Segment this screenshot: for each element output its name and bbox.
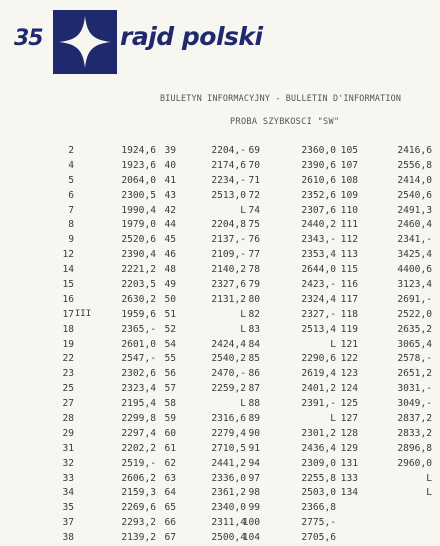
result-row: [232, 456, 336, 471]
car-number: 9: [68, 234, 74, 246]
result-row: [232, 292, 336, 307]
stage-time: 2540,6: [397, 189, 432, 201]
result-row: [330, 322, 432, 337]
car-number: 90: [248, 427, 260, 439]
stage-time: 2327,6: [211, 278, 246, 290]
stage-time: 2423,-: [301, 278, 336, 290]
stage-time: 2340,0: [211, 502, 246, 514]
stage-time: 2578,-: [397, 353, 432, 365]
stage-time: 2837,2: [397, 412, 432, 424]
result-row: [330, 411, 432, 426]
stage-time: 2202,2: [121, 442, 156, 454]
car-number: 75: [248, 219, 260, 231]
stage-time: 2491,3: [397, 204, 432, 216]
stage-time: 2203,5: [121, 278, 156, 290]
car-number: 14: [62, 264, 74, 276]
stage-time: 2705,6: [301, 532, 336, 544]
result-row: [232, 426, 336, 441]
car-number: 88: [248, 398, 260, 410]
car-number: 52: [164, 323, 176, 335]
result-row: [52, 381, 156, 396]
result-row: [52, 530, 156, 545]
car-number: 104: [242, 532, 260, 544]
logo-title: rajd polski: [120, 22, 263, 51]
car-number: 107: [340, 159, 358, 171]
result-row: [232, 381, 336, 396]
result-row: [232, 277, 336, 292]
stage-time: 2327,-: [301, 308, 336, 320]
stage-time: 2307,6: [301, 204, 336, 216]
result-row: [52, 203, 156, 218]
car-number: 38: [62, 532, 74, 544]
stage-time: 2513,0: [211, 189, 246, 201]
stage-time: L: [240, 323, 246, 335]
car-number: 128: [340, 427, 358, 439]
result-row: [232, 262, 336, 277]
stage-time: 2390,6: [301, 159, 336, 171]
stage-time: 2441,2: [211, 457, 246, 469]
stage-time: 2300,5: [121, 189, 156, 201]
stage-time: 2336,0: [211, 472, 246, 484]
stage-time: 1979,0: [121, 219, 156, 231]
car-number: 27: [62, 398, 74, 410]
car-number: 8: [68, 219, 74, 231]
stage-title: PROBA SZYBKOSCI "SW": [230, 117, 340, 127]
stage-time: 1923,6: [121, 159, 156, 171]
car-number: 17: [62, 308, 74, 320]
result-row: [330, 247, 432, 262]
car-number: 108: [340, 174, 358, 186]
car-number: 37: [62, 517, 74, 529]
result-row: [232, 173, 336, 188]
result-row: [52, 188, 156, 203]
car-number: 97: [248, 472, 260, 484]
logo-number: 35: [14, 26, 43, 51]
stage-time: 2540,2: [211, 353, 246, 365]
result-row: [232, 441, 336, 456]
car-number: 60: [164, 427, 176, 439]
stage-time: 2503,0: [301, 487, 336, 499]
stage-time: 2366,8: [301, 502, 336, 514]
car-number: 94: [248, 457, 260, 469]
result-row: [232, 307, 336, 322]
stage-time: 2460,4: [397, 219, 432, 231]
result-row: [232, 411, 336, 426]
car-number: 112: [340, 234, 358, 246]
stage-time: 2297,4: [121, 427, 156, 439]
car-number: 45: [164, 234, 176, 246]
car-number: 105: [340, 144, 358, 156]
results-column-1: [52, 143, 156, 545]
car-number: 118: [340, 308, 358, 320]
result-row: [232, 485, 336, 500]
car-number: 16: [62, 293, 74, 305]
car-number: 89: [248, 412, 260, 424]
result-row: [232, 396, 336, 411]
result-row: [330, 158, 432, 173]
stage-time: 2513,4: [301, 323, 336, 335]
result-row: [330, 381, 432, 396]
result-row: [330, 471, 432, 486]
stage-time: L: [240, 398, 246, 410]
stage-time: 4400,6: [397, 264, 432, 276]
car-number: 65: [164, 502, 176, 514]
result-row: [232, 247, 336, 262]
car-number: 129: [340, 442, 358, 454]
car-number: 122: [340, 353, 358, 365]
car-number: 70: [248, 159, 260, 171]
result-row: [330, 337, 432, 352]
bulletin-heading: BIULETYN INFORMACYJNY - BULLETIN D'INFORMATION: [160, 93, 402, 103]
car-number: 110: [340, 204, 358, 216]
car-number: 43: [164, 189, 176, 201]
result-row: [52, 426, 156, 441]
stage-time: 2299,8: [121, 412, 156, 424]
car-number: 23: [62, 368, 74, 380]
car-number: 58: [164, 398, 176, 410]
rally-logo: [0, 0, 440, 90]
car-number: 72: [248, 189, 260, 201]
stage-time: 2710,5: [211, 442, 246, 454]
stage-time: 2522,0: [397, 308, 432, 320]
stage-time: L: [330, 412, 336, 424]
stage-time: 2323,4: [121, 383, 156, 395]
result-row: [52, 411, 156, 426]
result-row: [330, 307, 432, 322]
car-number: 84: [248, 338, 260, 350]
car-number: 6: [68, 189, 74, 201]
car-number: 82: [248, 308, 260, 320]
stage-time: 2139,2: [121, 532, 156, 544]
car-number: 134: [340, 487, 358, 499]
stage-time: L: [240, 308, 246, 320]
stage-time: 2341,-: [397, 234, 432, 246]
stage-time: 2195,4: [121, 398, 156, 410]
car-number: 100: [242, 517, 260, 529]
result-row: [52, 441, 156, 456]
car-number: 18: [62, 323, 74, 335]
stage-time: 2365,-: [121, 323, 156, 335]
car-number: 34: [62, 487, 74, 499]
stage-time: 2416,6: [397, 144, 432, 156]
stage-time: 2361,2: [211, 487, 246, 499]
car-number: 133: [340, 472, 358, 484]
car-number: 83: [248, 323, 260, 335]
result-row: [232, 515, 336, 530]
stage-time: 2174,6: [211, 159, 246, 171]
car-number: 15: [62, 278, 74, 290]
results-column-3: [232, 143, 336, 545]
car-number: 44: [164, 219, 176, 231]
stage-time: 3065,4: [397, 338, 432, 350]
stage-time: 1959,6: [121, 308, 156, 320]
car-number: 56: [164, 368, 176, 380]
stage-time: 1924,6: [121, 144, 156, 156]
stage-time: 2131,2: [211, 293, 246, 305]
result-row: [330, 456, 432, 471]
car-number: 80: [248, 293, 260, 305]
stage-time: 2259,2: [211, 383, 246, 395]
result-row: [330, 351, 432, 366]
car-number: 49: [164, 278, 176, 290]
result-row: [330, 232, 432, 247]
stage-time: 1990,4: [121, 204, 156, 216]
car-number: 121: [340, 338, 358, 350]
stage-time: 2414,0: [397, 174, 432, 186]
stage-time: 2269,6: [121, 502, 156, 514]
car-number: 2: [68, 144, 74, 156]
results-column-4: [330, 143, 432, 500]
stage-time: 2311,4: [211, 517, 246, 529]
stage-time: 2390,4: [121, 249, 156, 261]
car-number: 64: [164, 487, 176, 499]
result-row: [232, 203, 336, 218]
result-row: [232, 351, 336, 366]
car-number: 19: [62, 338, 74, 350]
result-row: [52, 143, 156, 158]
car-number: 62: [164, 457, 176, 469]
result-row: [52, 217, 156, 232]
result-row: [232, 188, 336, 203]
car-number: 31: [62, 442, 74, 454]
result-row: [52, 485, 156, 500]
stage-time: 2293,2: [121, 517, 156, 529]
car-number: 124: [340, 383, 358, 395]
car-number: 28: [62, 412, 74, 424]
stage-time: 2691,-: [397, 293, 432, 305]
car-number: 57: [164, 383, 176, 395]
result-row: [232, 500, 336, 515]
stage-time: 3049,-: [397, 398, 432, 410]
stage-time: 2290,6: [301, 353, 336, 365]
car-number: 59: [164, 412, 176, 424]
stage-time: 2547,-: [121, 353, 156, 365]
stage-time: 2221,2: [121, 264, 156, 276]
stage-time: 2606,2: [121, 472, 156, 484]
result-row: [52, 471, 156, 486]
car-number: 48: [164, 264, 176, 276]
car-number: 123: [340, 368, 358, 380]
stage-time: 2833,2: [397, 427, 432, 439]
result-row: [330, 203, 432, 218]
result-row: [330, 396, 432, 411]
result-row: [330, 217, 432, 232]
car-number: 32: [62, 457, 74, 469]
result-row: [52, 366, 156, 381]
stage-time: 2651,2: [397, 368, 432, 380]
car-number: 127: [340, 412, 358, 424]
stage-time: L: [330, 338, 336, 350]
stage-time: 2064,0: [121, 174, 156, 186]
result-row: [232, 471, 336, 486]
car-number: 117: [340, 293, 358, 305]
stage-time: 2500,4: [211, 532, 246, 544]
stage-time: 2556,8: [397, 159, 432, 171]
result-row: [330, 426, 432, 441]
stage-time: 2896,8: [397, 442, 432, 454]
stage-time: 2316,6: [211, 412, 246, 424]
car-number: 113: [340, 249, 358, 261]
result-row: [330, 366, 432, 381]
result-row: [232, 366, 336, 381]
car-number: 85: [248, 353, 260, 365]
car-number: 109: [340, 189, 358, 201]
stage-time: 2302,6: [121, 368, 156, 380]
result-row: [52, 456, 156, 471]
result-row: [52, 337, 156, 352]
stage-time: 2309,0: [301, 457, 336, 469]
stage-time: 2635,2: [397, 323, 432, 335]
stage-time: 2234,-: [211, 174, 246, 186]
stage-time: 2137,-: [211, 234, 246, 246]
result-row: [232, 337, 336, 352]
stage-time: 2619,4: [301, 368, 336, 380]
car-number: 5: [68, 174, 74, 186]
stage-time: 2960,0: [397, 457, 432, 469]
result-row: [52, 158, 156, 173]
stage-time: 2204,8: [211, 219, 246, 231]
car-number: 51: [164, 308, 176, 320]
result-row: [52, 515, 156, 530]
stage-time: L: [426, 487, 432, 499]
result-row: [330, 277, 432, 292]
car-number: 4: [68, 159, 74, 171]
car-number: 78: [248, 264, 260, 276]
car-number: 50: [164, 293, 176, 305]
car-number: 76: [248, 234, 260, 246]
stage-time: 2440,2: [301, 219, 336, 231]
stage-time: 2353,4: [301, 249, 336, 261]
result-row: [52, 277, 156, 292]
stage-time: 2610,6: [301, 174, 336, 186]
result-row: [232, 217, 336, 232]
car-number: 131: [340, 457, 358, 469]
result-row: [52, 247, 156, 262]
result-row: [52, 500, 156, 515]
car-number: 35: [62, 502, 74, 514]
car-number: 46: [164, 249, 176, 261]
stage-time: 2630,2: [121, 293, 156, 305]
stage-time: 2470,-: [211, 368, 246, 380]
stage-time: 3425,4: [397, 249, 432, 261]
stage-time: 2401,2: [301, 383, 336, 395]
stage-time: 2391,-: [301, 398, 336, 410]
stage-time: 2279,4: [211, 427, 246, 439]
car-number: 86: [248, 368, 260, 380]
class-mark: III: [74, 309, 92, 320]
car-number: 69: [248, 144, 260, 156]
car-number: 79: [248, 278, 260, 290]
result-row: [52, 396, 156, 411]
car-number: 115: [340, 264, 358, 276]
stage-time: 2301,2: [301, 427, 336, 439]
car-number: 41: [164, 174, 176, 186]
car-number: 55: [164, 353, 176, 365]
result-row: [330, 188, 432, 203]
car-number: 98: [248, 487, 260, 499]
car-number: 22: [62, 353, 74, 365]
car-number: 42: [164, 204, 176, 216]
stage-time: 2775,-: [301, 517, 336, 529]
result-row: [232, 143, 336, 158]
stage-time: 2424,4: [211, 338, 246, 350]
car-number: 33: [62, 472, 74, 484]
result-row: [232, 530, 336, 545]
stage-time: 2520,6: [121, 234, 156, 246]
car-number: 71: [248, 174, 260, 186]
car-number: 74: [248, 204, 260, 216]
stage-time: 3123,4: [397, 278, 432, 290]
stage-time: L: [426, 472, 432, 484]
car-number: 119: [340, 323, 358, 335]
car-number: 87: [248, 383, 260, 395]
stage-time: 2159,3: [121, 487, 156, 499]
car-number: 66: [164, 517, 176, 529]
stage-time: 3031,-: [397, 383, 432, 395]
stage-time: 2436,4: [301, 442, 336, 454]
car-number: 67: [164, 532, 176, 544]
result-row: [232, 232, 336, 247]
car-number: 63: [164, 472, 176, 484]
result-row: [330, 262, 432, 277]
car-number: 54: [164, 338, 176, 350]
stage-time: L: [240, 204, 246, 216]
car-number: 40: [164, 159, 176, 171]
star-emblem-icon: [53, 10, 117, 74]
car-number: 99: [248, 502, 260, 514]
stage-time: 2109,-: [211, 249, 246, 261]
car-number: 91: [248, 442, 260, 454]
result-row: [330, 143, 432, 158]
stage-time: 2343,-: [301, 234, 336, 246]
stage-time: 2255,8: [301, 472, 336, 484]
result-row: [52, 232, 156, 247]
stage-time: 2204,-: [211, 144, 246, 156]
stage-time: 2140,2: [211, 264, 246, 276]
car-number: 111: [340, 219, 358, 231]
result-row: [52, 173, 156, 188]
result-row: [232, 322, 336, 337]
car-number: 125: [340, 398, 358, 410]
result-row: [52, 292, 156, 307]
car-number: 39: [164, 144, 176, 156]
result-row: [52, 262, 156, 277]
stage-time: 2352,6: [301, 189, 336, 201]
result-row: [232, 158, 336, 173]
car-number: 7: [68, 204, 74, 216]
result-row: [52, 351, 156, 366]
car-number: 12: [62, 249, 74, 261]
car-number: 116: [340, 278, 358, 290]
result-row: [52, 307, 156, 322]
car-number: 61: [164, 442, 176, 454]
stage-time: 2644,0: [301, 264, 336, 276]
result-row: [330, 485, 432, 500]
car-number: 25: [62, 383, 74, 395]
stage-time: 2324,4: [301, 293, 336, 305]
result-row: [330, 173, 432, 188]
car-number: 29: [62, 427, 74, 439]
result-row: [52, 322, 156, 337]
result-row: [330, 441, 432, 456]
stage-time: 2360,0: [301, 144, 336, 156]
stage-time: 2601,0: [121, 338, 156, 350]
result-row: [330, 292, 432, 307]
car-number: 77: [248, 249, 260, 261]
stage-time: 2519,-: [121, 457, 156, 469]
